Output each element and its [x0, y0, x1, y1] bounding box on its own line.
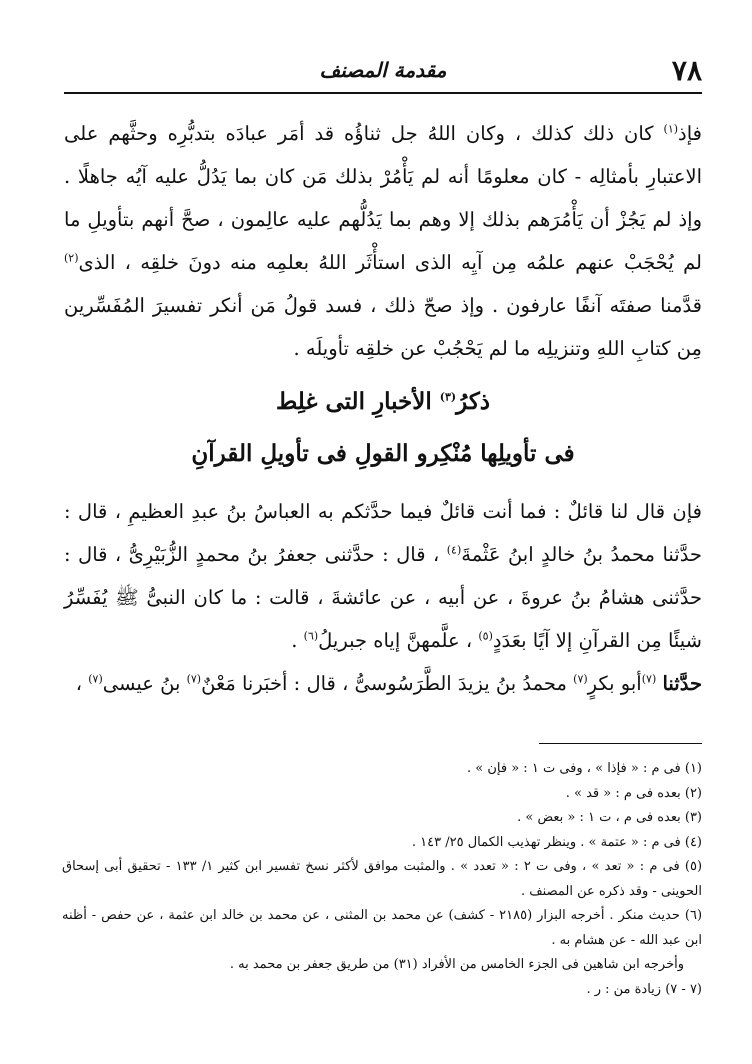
main-text	[64, 112, 702, 705]
footnote-ref-7-start: (٧)	[641, 672, 657, 686]
footnote-3: (٣) بعده فى م ، ت ١ : « بعض » .	[517, 810, 702, 825]
section-heading-line-1	[64, 380, 702, 424]
paragraph-1-opening-word: فإذ	[678, 122, 702, 145]
paragraph-2	[64, 490, 702, 662]
paragraph-1-text-a: كان ذلك كذلك ، وكان اللهُ جل ثناؤُه قد أمَر عبادَه بتدبُّرِه وحثَّهم على الاعتبارِ بأمثالِه - كان معلومًا أنه لم يَأْمُرْ بذلك مَن كان بما يَدُلُّ عليه آيُه جاهلًا . وإذ لم يَجُزْ أن يَأْمُرَهم بذلك إلا وهم بما يَدُلُّهم عليه عالِمون ، صحَّ أنهم بتأويلِ ما لم يُحْجَبْ عنهم علمُه مِن آيِه الذى استأْثَر اللهُ بعلمِه منه دونَ خلقِه ، الذى	[64, 122, 702, 274]
page-number: ٧٨	[671, 54, 702, 87]
footnote-ref-7-start-b: (٧)	[186, 672, 202, 686]
paragraph-2-text-c: ، علَّمهنَّ إياه جبريلُ	[318, 629, 479, 652]
footnote-6-continuation: وأخرجه ابن شاهين فى الجزء الخامس من الأفراد (٣١) من طريق جعفر بن محمد به .	[229, 957, 684, 972]
footnote-6: (٦) حديث منكر . أخرجه البزار (٢١٨٥ - كشف) عن محمد بن المثنى ، عن محمد بن خالد ابن عثمة ، عن حفص - أظنه ابن عبد الله - عن هشام به .	[62, 908, 703, 948]
page-header	[64, 52, 702, 92]
footnote-5: (٥) فى م : « تعد » ، وفى ت ٢ : « تعدد » . والمثبت موافق لأكثر نسخ تفسير ابن كثير ١/ ١٣٣ - تحقيق أبى إسحاق الحوينى - وقد ذكره عن المصنف .	[62, 859, 703, 899]
footnote-ref-7-end: (٧)	[573, 672, 588, 686]
footnotes	[62, 757, 702, 1002]
footnote-1: (١) فى م : « فإذا » ، وفى ت ١ : « فإن » .	[467, 761, 702, 776]
header-rule	[64, 92, 702, 94]
isnad-lead-word: حدَّثنا	[662, 672, 702, 695]
section-heading-line-2: فى تأويلِها مُنْكِرو القولِ فى تأويلِ القرآنِ	[191, 440, 575, 467]
paragraph-3-text-a: أبو بكرٍ	[587, 672, 642, 695]
paragraph-2-text-b: ، قال : حدَّثنى جعفرُ بنُ محمدٍ الزُّبَيْرِىُّ ، قال : حدَّثنى هشامُ بنُ عروةَ ، عن أبيه ، عن عائشةَ ، قالت : ما كان النبىُّ ﷺ يُفَسِّرُ شيئًا مِن القرآنِ إلا آيًا بعَدَدٍ	[64, 543, 702, 652]
paragraph-1-text-b: قدَّمنا صفتَه آنفًا عارفون . وإذ صحّ ذلك ، فسد قولُ مَن أنكر تفسيرَ المُفَسِّرين مِن كتابِ اللهِ وتنزيلِه ما لم يَحْجُبْ عن خلقِه تأويلَه .	[64, 294, 702, 360]
paragraph-3-text-c: بنُ عيسى	[102, 672, 187, 695]
footnote-4: (٤) فى م : « عتمة » . وينظر تهذيب الكمال ٢٥/ ١٤٣ .	[411, 834, 702, 850]
footnote-ref-3: (٣)	[439, 390, 457, 404]
heading-line-1-rest: الأخبارِ التى غلِط	[275, 388, 440, 415]
footnote-ref-1: (١)	[663, 122, 679, 136]
footnote-ref-2: (٢)	[64, 251, 79, 265]
running-title: مقدمة المصنف	[319, 58, 447, 82]
paragraph-2-text-a: فإن قال لنا قائلٌ : فما أنت قائلٌ فيما حدَّثكم به العباسُ بنُ عبدِ العظيمِ ، قال : حدَّثنا محمدُ بنُ خالدٍ ابنُ عَثْمةَ	[64, 500, 702, 566]
footnote-ref-4: (٤)	[446, 543, 462, 557]
paragraph-1	[64, 112, 702, 370]
footnote-2: (٢) بعده فى م : « قد » .	[565, 785, 702, 801]
footnote-separator	[539, 743, 702, 744]
footnote-7: (٧ - ٧) زيادة من : ر .	[586, 981, 702, 997]
paragraph-2-text-d: .	[291, 629, 304, 652]
footnote-ref-7-end-b: (٧)	[88, 672, 103, 686]
heading-opening-word: ذكرُ	[456, 388, 491, 415]
paragraph-3-text-b: محمدُ بنُ يزيدَ الطَّرَسُوسىُّ ، قال : أخبَرنا مَعْنٌ	[201, 672, 574, 695]
paragraph-3-text-d: ،	[75, 672, 89, 695]
footnote-ref-5: (٥)	[478, 629, 493, 643]
footnote-ref-6: (٦)	[303, 629, 319, 643]
paragraph-3	[64, 662, 702, 705]
